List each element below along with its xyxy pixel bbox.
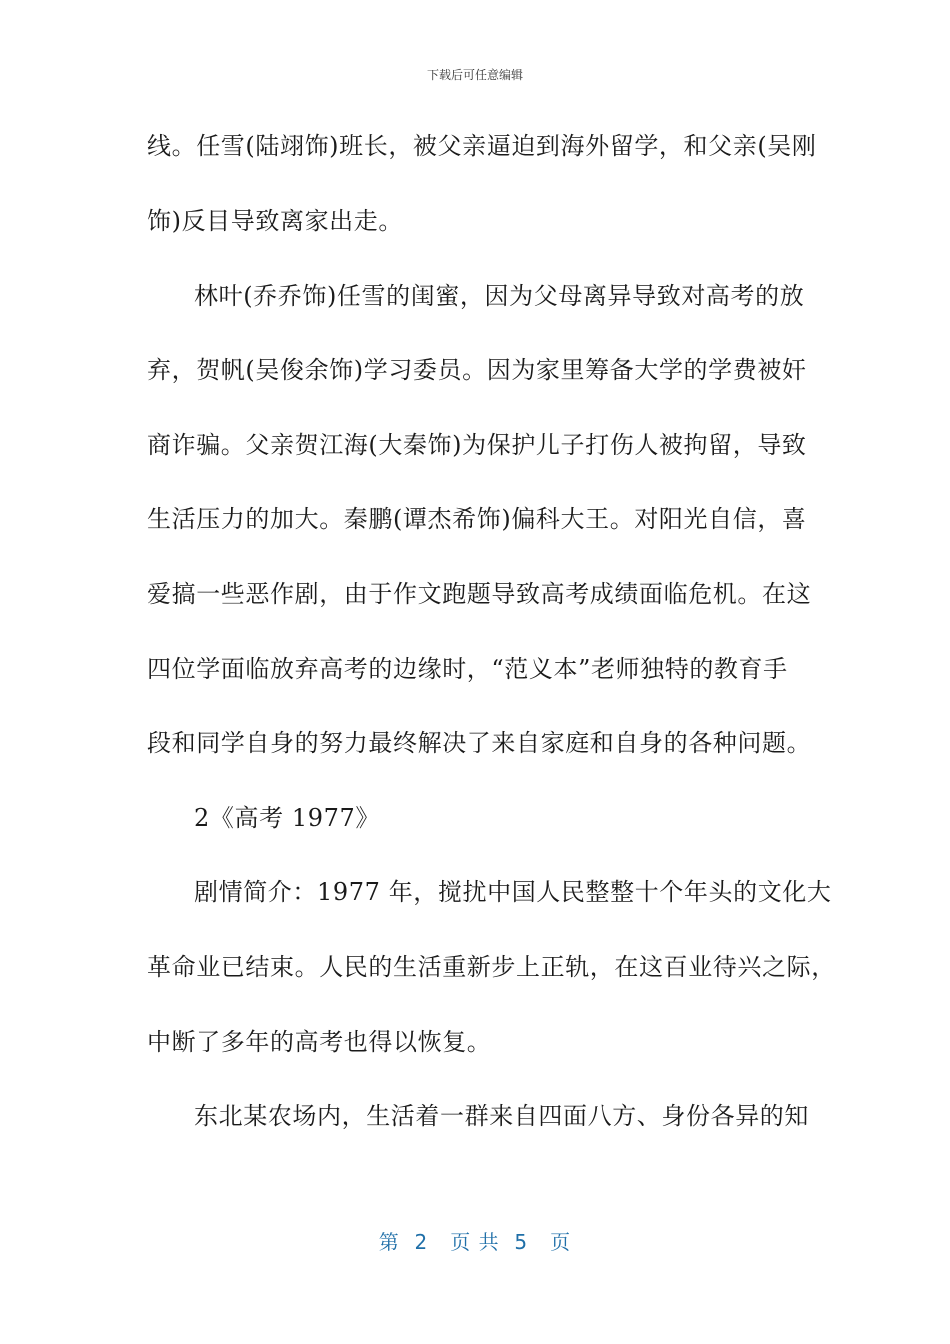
paragraph-line: 四位学面临放弃高考的边缘时，“范义本”老师独特的教育手 [147,655,788,683]
paragraph-line: 革命业已结束。人民的生活重新步上正轨，在这百业待兴之际， [147,953,836,981]
page-header: 下载后可任意编辑 [426,68,523,82]
paragraph-line: 东北某农场内，生活着一群来自四面八方、身份各异的知 [194,1102,809,1130]
paragraph-line: 中断了多年的高考也得以恢复。 [147,1028,492,1056]
paragraph-line: 线。任雪(陆翊饰)班长，被父亲逼迫到海外留学，和父亲(吴刚 [147,132,817,160]
paragraph-line: 剧情简介：1977 年，搅扰中国人民整整十个年头的文化大 [194,878,832,906]
paragraph-line: 生活压力的加大。秦鹏(谭杰希饰)偏科大王。对阳光自信，喜 [147,505,807,533]
paragraph-line: 弃，贺帆(吴俊余饰)学习委员。因为家里筹备大学的学费被奸 [147,356,807,384]
paragraph-line: 林叶(乔乔饰)任雪的闺蜜，因为父母离异导致对高考的放 [194,282,805,310]
section-heading: 2《高考 1977》 [194,804,380,832]
paragraph-line: 爱搞一些恶作剧，由于作文跑题导致高考成绩面临危机。在这 [147,580,812,608]
paragraph-line: 饰)反目导致离家出走。 [147,207,403,235]
page-number-footer: 第 2 页 共 5 页 [378,1230,572,1254]
paragraph-line: 商诈骗。父亲贺江海(大秦饰)为保护儿子打伤人被拘留，导致 [147,431,807,459]
paragraph-line: 段和同学自身的努力最终解决了来自家庭和自身的各种问题。 [147,729,812,757]
